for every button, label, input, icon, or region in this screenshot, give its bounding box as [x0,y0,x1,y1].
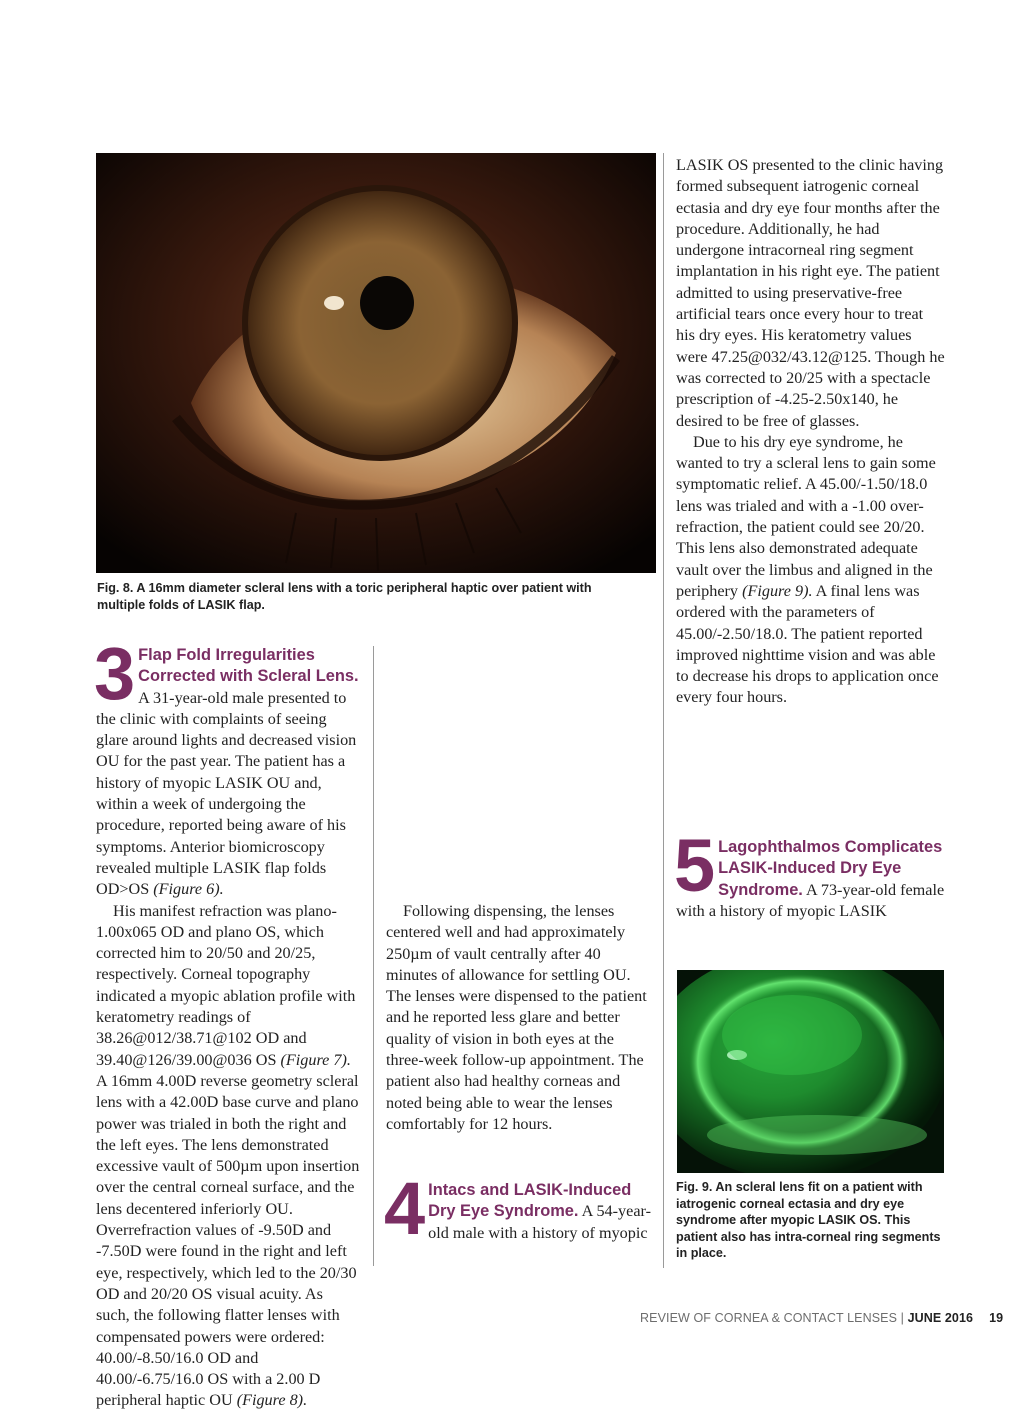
footer-separator: | [897,1311,908,1325]
section-4-number: 4 [384,1167,426,1250]
page-number: 19 [989,1311,1004,1325]
section-4-lead-text: A 54-year-old male with a history of myopic [428,1202,651,1242]
figure-8-image [96,153,656,573]
section-5-heading: Lagophthalmos Complicates LASIK-Induced Dry Eye Syndrome. [718,838,943,899]
section-3-paragraph-3: Following dispensing, the lenses centered well and had approximately 250µm of vault centrally after 40 minutes of allowance for settling OU. The lenses were dispensed to the patient and he reported less glare and better quality of vision in both eyes at the three-week follow-up appointment. The patient also had healthy corneas and noted being able to wear the lenses comfortably for 12 hours. [386,902,647,1133]
section-3-figure-ref: (Figure 6). [153,880,224,899]
section-3-number: 3 [94,632,136,715]
section-4-column [676,155,946,709]
section-3-figure-7-ref: (Figure 7). [280,1050,351,1069]
section-4-paragraph-2: Due to his dry eye syndrome, he wanted to try a scleral lens to gain some symptomatic relief. A 45.00/-1.50/18.0 lens was trialed and with a -1.00 over-refraction, the patient could see 20/20. This lens also demonstrated adequate vault over the limbus and aligned in the periphery [676,432,936,600]
column-divider-left [373,646,374,1266]
section-4-figure-9-ref: (Figure 9). [742,581,813,600]
figure-9-caption: Fig. 9. An scleral lens fit on a patient with iatrogenic corneal ectasia and dry eye syndrome after myopic LASIK OS. This patient also has intra-corneal ring segments in place. [676,1180,941,1261]
fluorescein-photo [677,970,944,1173]
section-4-paragraph-2-cont: A final lens was ordered with the parameters of 45.00/-2.50/18.0. The patient reported improved nighttime vision and was able to decrease his drops to application once every four hours. [676,581,939,707]
section-3-paragraph-2-cont: A 16mm 4.00D reverse geometry scleral lens with a 42.00D base curve and plano power was trialed in both the right and the left eyes. The lens demonstrated excessive vault of 500µm upon insertion over the central corneal surface, and the lens decentered inferiorly OU. Overrefraction values of -9.50D and -7.50D were found in the right and left eye, respectively, which led to the 20/30 OD and 20/20 OS visual acuity. As such, the following flatter lenses with compensated powers were ordered: 40.00/-8.50/16.0 OD and 40.00/-6.75/16.0 OS with a 2.00 D peripheral haptic OU [96,1071,360,1410]
column-divider-right [663,153,664,1268]
section-5-lead-text: A 73-year-old female with a history of myopic LASIK [676,880,945,920]
journal-name: REVIEW OF CORNEA & CONTACT LENSES [640,1311,898,1325]
section-3-paragraph-2: His manifest refraction was plano-1.00x065 OD and plano OS, which corrected him to 20/50 and 20/25, respectively. Corneal topography indicated a myopic ablation profile with keratometry readings of 38.26@012/38.71@102 OD and 39.40@126/39.00@036 OS [96,901,356,1069]
section-3-lead-text: A 31-year-old male presented to the clinic with complaints of seeing glare around lights and decreased vision OU for the past year. The patient has a history of myopic LASIK OU and, within a week of undergoing the procedure, reported being aware of his symptoms. Anterior biomicroscopy revealed multiple LASIK flap folds OD>OS [96,688,357,899]
section-4-paragraph-1: LASIK OS presented to the clinic having formed subsequent iatrogenic corneal ectasia and dry eye four months after the procedure. Additionally, he had undergone intracorneal ring segment implantation in his right eye. The patient admitted to using preservative-free artificial tears once every hour to treat his dry eyes. His keratometry values were 47.25@032/43.12@125. Though he was corrected to 20/25 with a spectacle prescription of -4.25-2.50x140, he desired to be free of glasses. [676,156,945,430]
page-footer [640,1311,1004,1325]
section-3-figure-8-ref: (Figure 8). [236,1391,308,1410]
section-3-heading: Flap Fold Irregularities Corrected with Scleral Lens. [138,646,359,686]
section-5-number: 5 [674,824,716,907]
section-4-start [384,1167,654,1250]
section-3-column [94,632,360,1412]
issue-date: JUNE 2016 [907,1311,974,1325]
figure-8-caption: Fig. 8. A 16mm diameter scleral lens with a toric peripheral haptic over patient with multiple folds of LASIK flap. [97,581,592,612]
section-3-continuation [386,901,654,1135]
figure-9-image [677,970,944,1173]
eye-photo [96,153,656,573]
section-5-start [674,824,946,922]
section-4-heading: Intacs and LASIK-Induced Dry Eye Syndrome. [428,1181,632,1221]
